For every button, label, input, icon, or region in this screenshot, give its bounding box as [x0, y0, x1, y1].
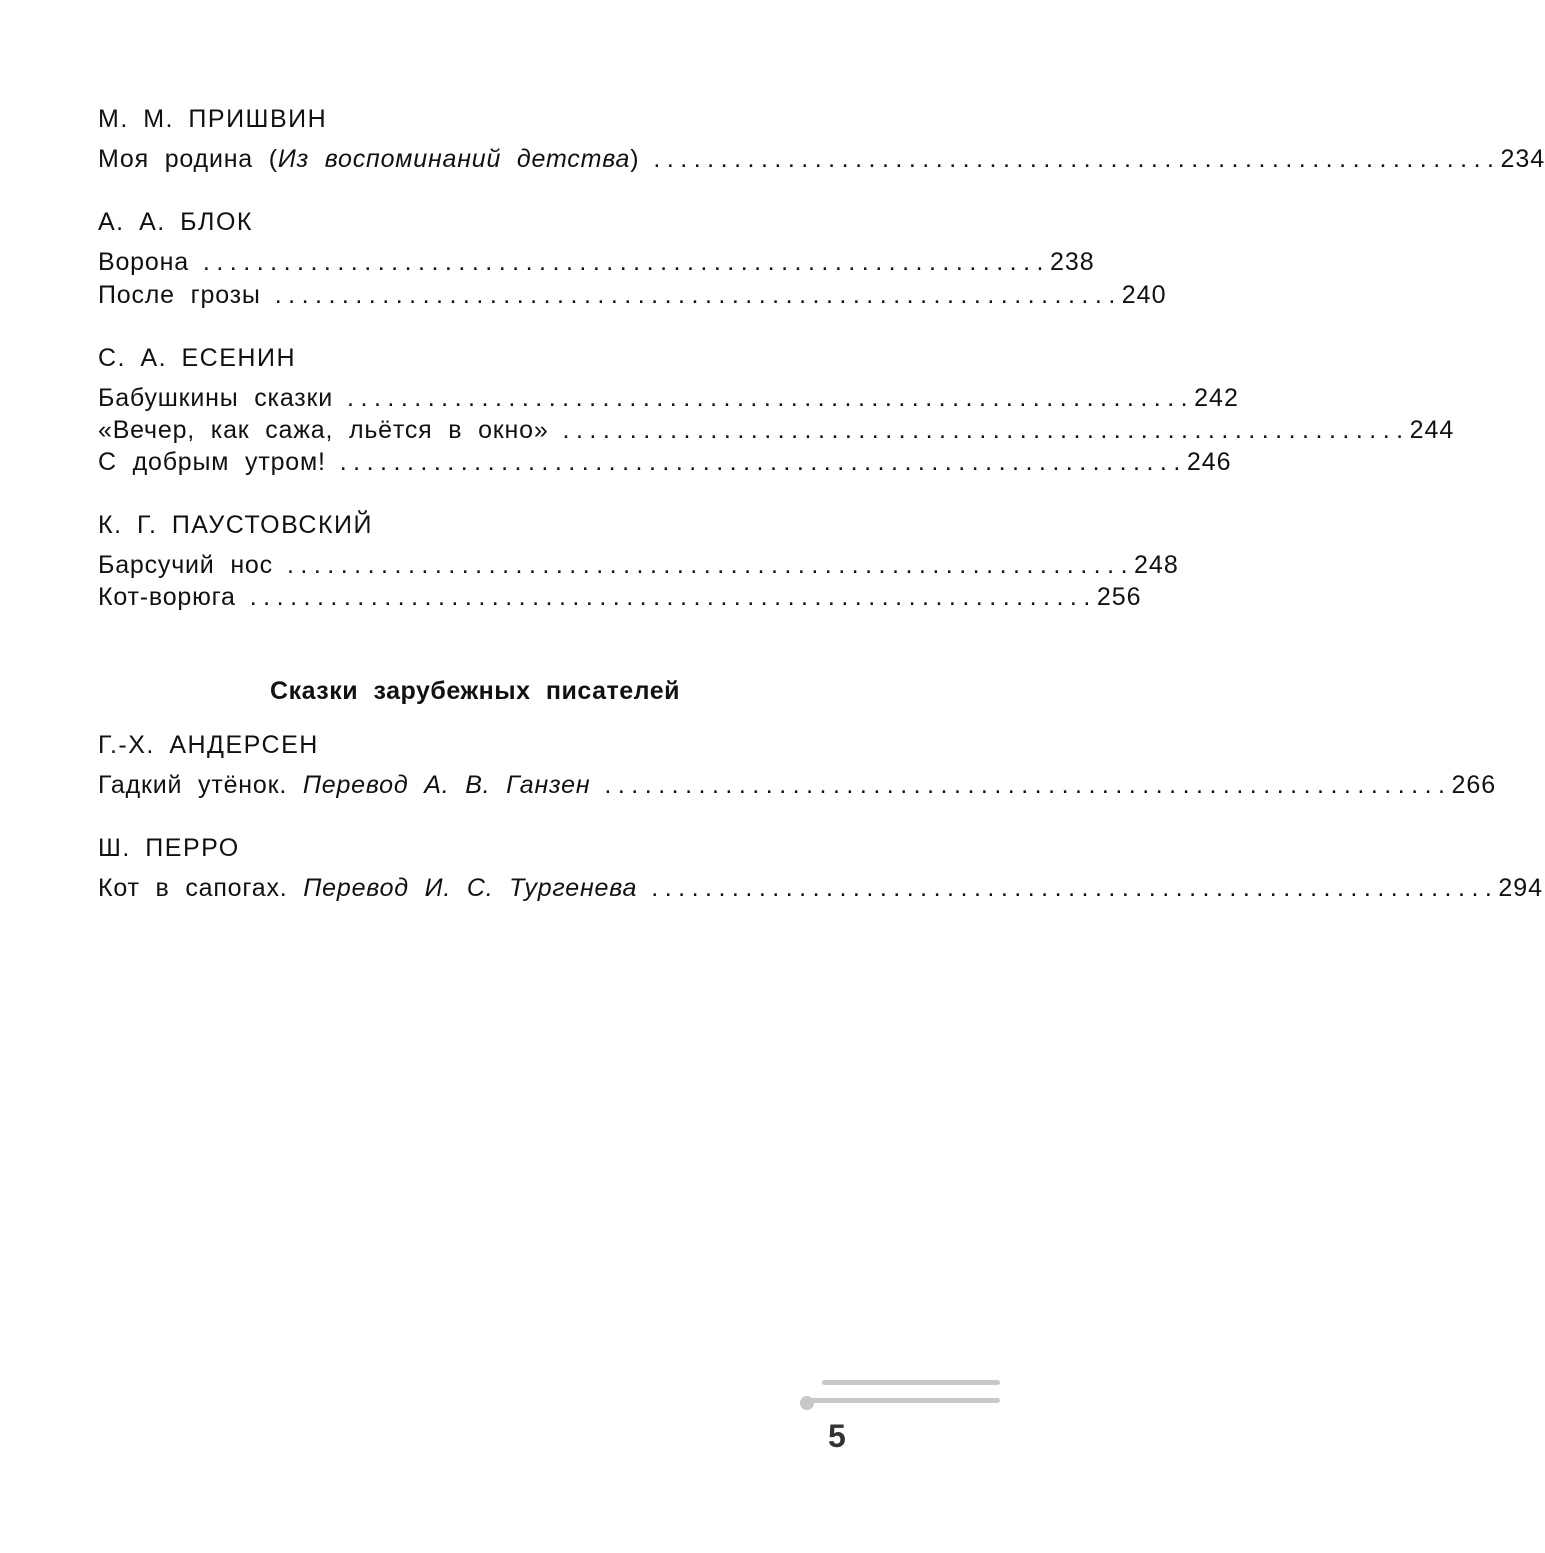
author-esenin: С. А. ЕСЕНИН	[98, 344, 296, 372]
toc-entry[interactable]	[98, 446, 1232, 478]
toc-entry[interactable]	[98, 143, 1545, 175]
toc-entry[interactable]	[98, 872, 1544, 904]
leader-dots: ...............................................................	[562, 416, 1410, 444]
author-andersen: Г.-Х. АНДЕРСЕН	[98, 731, 319, 759]
author-paustovsky: К. Г. ПАУСТОВСКИЙ	[98, 511, 373, 539]
footer-line	[808, 1398, 1000, 1403]
leader-dots: ...............................................................	[653, 145, 1501, 173]
entry-page-number: 240	[1121, 281, 1167, 309]
entry-title: Моя родина (Из воспоминаний детства)	[98, 145, 640, 173]
entry-title: Кот в сапогах. Перевод И. С. Тургенева	[98, 874, 638, 902]
toc-entry[interactable]	[98, 279, 1167, 311]
entry-page-number: 294	[1498, 874, 1544, 902]
toc-entry[interactable]	[98, 581, 1142, 613]
entry-page-number: 256	[1096, 583, 1142, 611]
entry-title: Кот-ворюга	[98, 583, 236, 611]
footer-line	[822, 1380, 1000, 1385]
section-title: Сказки зарубежных писателей	[270, 677, 680, 705]
entry-title: Ворона	[98, 248, 189, 276]
author-perrault: Ш. ПЕРРО	[98, 834, 240, 862]
entry-page-number: 246	[1186, 448, 1232, 476]
author-blok: А. А. БЛОК	[98, 208, 253, 236]
entry-page-number: 234	[1500, 145, 1545, 173]
entry-title: Барсучий нос	[98, 551, 273, 579]
toc-entry[interactable]	[98, 769, 1497, 801]
leader-dots: ...............................................................	[286, 551, 1135, 579]
leader-dots: ...............................................................	[249, 583, 1097, 611]
toc-entry[interactable]	[98, 549, 1179, 581]
entry-page-number: 238	[1050, 248, 1095, 276]
entry-title: Гадкий утёнок. Перевод А. В. Ганзен	[98, 771, 591, 799]
entry-title: «Вечер, как сажа, льётся в окно»	[98, 416, 549, 444]
entry-title: После грозы	[98, 281, 261, 309]
leader-dots: ...............................................................	[651, 874, 1499, 902]
leader-dots: ...............................................................	[274, 281, 1122, 309]
entry-page-number: 244	[1409, 416, 1455, 444]
entry-page-number: 248	[1134, 551, 1179, 579]
entry-title: Бабушкины сказки	[98, 384, 334, 412]
author-prishvin: М. М. ПРИШВИН	[98, 105, 328, 133]
toc-entry[interactable]	[98, 414, 1455, 446]
leader-dots: ...............................................................	[347, 384, 1195, 412]
toc-entry[interactable]	[98, 382, 1239, 414]
leader-dots: ...............................................................	[604, 771, 1452, 799]
page-number: 5	[828, 1418, 846, 1454]
entry-page-number: 242	[1194, 384, 1239, 412]
leader-dots: ...............................................................	[339, 448, 1187, 476]
entry-page-number: 266	[1451, 771, 1497, 799]
toc-entry[interactable]	[98, 246, 1095, 278]
entry-title: С добрым утром!	[98, 448, 326, 476]
footer-dot-icon	[800, 1396, 814, 1410]
leader-dots: ...............................................................	[202, 248, 1050, 276]
